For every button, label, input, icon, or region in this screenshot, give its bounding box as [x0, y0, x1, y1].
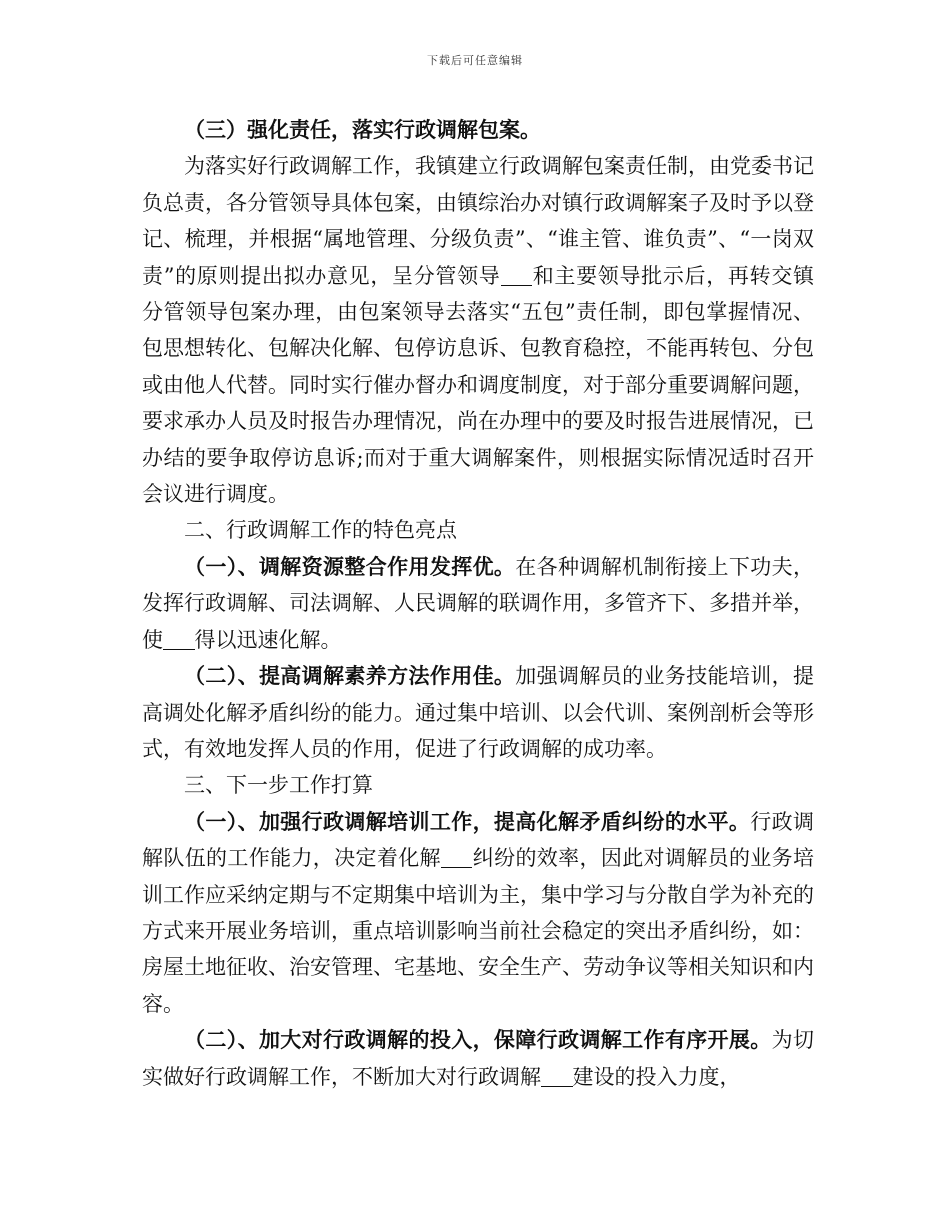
blank-underline: [541, 1065, 573, 1087]
lead-bold-text: （二）、加大对行政调解的投入，保障行政调解工作有序开展。: [184, 1027, 772, 1053]
section-heading-highlights: [142, 512, 814, 548]
blank-underline: [163, 628, 195, 650]
paragraph-mediation-skills: [142, 658, 814, 767]
heading-text: 三、下一步工作打算: [184, 773, 373, 798]
blank-underline: [441, 846, 473, 868]
lead-bold-text: （二）、提高调解素养方法作用佳。: [184, 663, 516, 689]
heading-text: （三）强化责任，落实行政调解包案。: [184, 117, 541, 142]
blank-underline: [501, 264, 533, 286]
paragraph-training: [142, 804, 814, 1022]
text-segment: 纠纷的效率，因此对调解员的业务培训工作应采纳定期与不定期集中培训为主，集中学习与分散自学为补充的方式来开展业务培训，重点培训影响当前社会稳定的突出矛盾纠纷，如：房屋土地征收、治安管理、宅基地、安全生产、劳动争议等相关知识和内容。: [142, 846, 815, 1016]
text-segment: 加强调解员的业务技能培训，提高调处化解矛盾纠纷的能力。通过集中培训、以会代训、案例剖析会等形式，有效地发挥人员的作用，促进了行政调解的成功率。: [142, 664, 815, 761]
section-heading-responsibility: [142, 112, 814, 148]
text-segment: 在各种调解机制衔接上下功夫，发挥行政调解、司法调解、人民调解的联调作用，多管齐下、多措并举，使: [142, 554, 815, 652]
text-segment: 和主要领导批示后，再转交镇分管领导包案办理，由包案领导去落实“五包”责任制，即包掌握情况、包思想转化、包解决化解、包停访息诉、包教育稳控，不能再转包、分包或由他人代替。同时实行催办督办和调度制度，对于部分重要调解问题，要求承办人员及时报告办理情况，尚在办理中的要及时报告进展情况，已办结的要争取停访息诉;而对于重大调解案件，则根据实际情况适时召开会议进行调度。: [142, 263, 815, 507]
lead-bold-text: （一）、调解资源整合作用发挥优。: [184, 553, 516, 579]
paragraph-responsibility-detail: [142, 148, 814, 512]
text-segment: 为落实好行政调解工作，我镇建立行政调解包案责任制，由党委书记负总责，各分管领导具体包案，由镇综治办对镇行政调解案子及时予以登记、梳理，并根据“属地管理、分级负责”、“谁主管、谁负责”、“一岗双责”的原则提出拟办意见，呈分管领导: [142, 154, 814, 288]
text-segment: 建设的投入力度，: [572, 1064, 741, 1089]
section-heading-next-steps: [142, 767, 814, 803]
text-segment: 得以迅速化解。: [194, 627, 342, 652]
paragraph-resource-integration: [142, 549, 814, 658]
text-segment: 行政调解队伍的工作能力，决定着化解: [142, 809, 815, 871]
document-body: [142, 112, 814, 1095]
page-header: 下载后可任意编辑: [427, 54, 523, 67]
text-segment: 为切实做好行政调解工作，不断加大对行政调解: [142, 1028, 815, 1089]
lead-bold-text: （一）、加强行政调解培训工作，提高化解矛盾纠纷的水平。: [184, 808, 751, 834]
paragraph-investment: [142, 1022, 814, 1095]
heading-text: 二、行政调解工作的特色亮点: [184, 518, 457, 543]
